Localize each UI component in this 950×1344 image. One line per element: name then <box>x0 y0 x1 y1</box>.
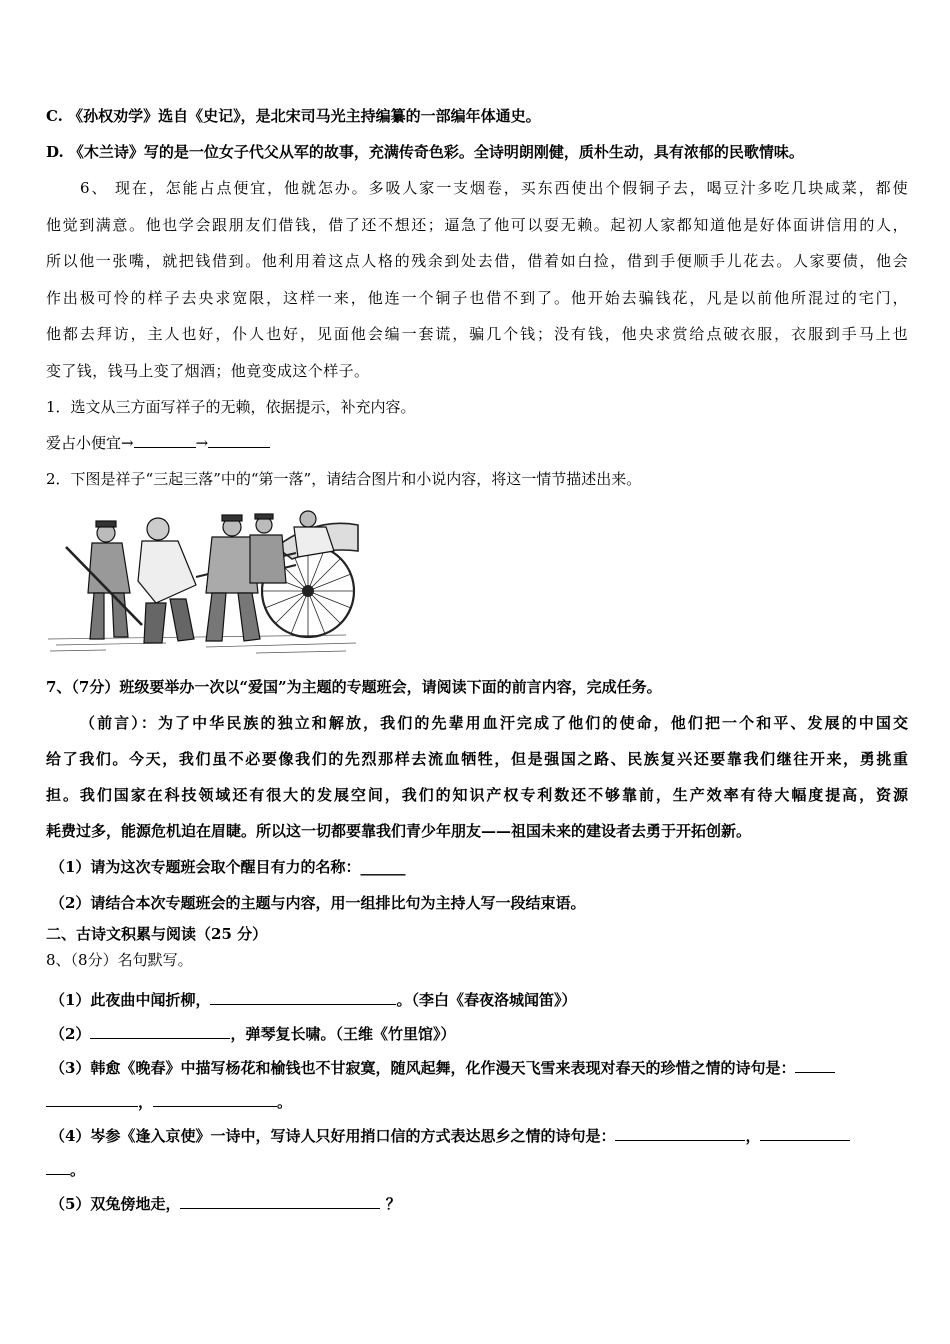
soldiers-rickshaw-image <box>46 507 362 655</box>
q6-passage-line: 作出极可怜的样子去央求宽限，这样一来，他连一个铜子也借不到了。他开始去骗钱花，凡是以前他所混过的宅门， <box>46 288 908 307</box>
q8-item-3-cont <box>46 1085 908 1119</box>
q6-sub2: 2．下图是祥子“三起三落”中的“第一落”，请结合图片和小说内容，将这一情节描述出来。 <box>46 470 642 488</box>
answer-blank[interactable] <box>615 1124 745 1141</box>
answer-blank[interactable] <box>90 1022 230 1039</box>
answer-blank[interactable] <box>153 1090 277 1107</box>
answer-blank[interactable] <box>46 1090 138 1107</box>
q8-item-3-text: （3）韩愈《晚春》中描写杨花和榆钱也不甘寂寞，随风起舞，化作漫天飞雪来表现对春天的珍惜之情的诗句是： <box>50 1059 796 1077</box>
q6-chain <box>46 425 908 461</box>
q7-task1-text: （1）请为这次专题班会取个醒目有力的名称： <box>50 858 361 876</box>
q8-item-5-text: （5）双兔傍地走， <box>50 1195 181 1213</box>
q8-item-4-cont <box>46 1153 908 1187</box>
q8-title: 8、（8分）名句默写。 <box>46 951 193 969</box>
q8-item-1 <box>46 983 908 1017</box>
q8-item-1-source: 。（李白《春夜洛城闻笛》） <box>396 991 577 1009</box>
rickshaw-illustration <box>46 507 362 655</box>
q8-item-4 <box>46 1119 908 1153</box>
q6-passage-line: 变了钱，钱马上变了烟酒；他竟变成这个样子。 <box>46 361 370 380</box>
preface-line: 耗费过多，能源危机迫在眉睫。所以这一切都要靠我们青少年朋友——祖国未来的建设者去勇于开拓创新。 <box>46 822 752 840</box>
q8-item-2-num: （2） <box>50 1025 91 1043</box>
section-2-title: 二、古诗文积累与阅读（25 分） <box>46 925 268 943</box>
comma: ， <box>745 1127 761 1145</box>
q6-passage-line: 他觉到满意。他也学会跟朋友们借钱，借了还不想还；逼急了他可以耍无赖。起初人家都知道他是好体面讲信用的人， <box>46 215 908 234</box>
q7-title-text: 7、（7分）班级要举办一次以“爱国”为主题的专题班会，请阅读下面的前言内容，完成任务。 <box>46 678 662 696</box>
period: 。 <box>277 1093 293 1111</box>
q6-passage-line: 6、 现在，怎能占点便宜，他就怎办。多吸人家一支烟卷，买东西使出个假铜子去，喝豆汁多吃几块咸菜，都使 <box>80 179 908 197</box>
comma: ， <box>138 1093 154 1111</box>
option-c: C. 《孙权劝学》选自《史记》，是北宋司马光主持编纂的一部编年体通史。 <box>46 107 541 125</box>
answer-blank[interactable] <box>180 1192 380 1209</box>
q8-item-5 <box>46 1187 908 1221</box>
q6-passage-line: 所以他一张嘴，就把钱借到。他利用着这点人格的残余到处去借，借着如白捡，借到手便顺手儿花去。人家要债，他会 <box>46 252 908 270</box>
q8-item-1-text: （1）此夜曲中闻折柳， <box>50 991 211 1009</box>
q7-title <box>46 669 908 705</box>
period: 。 <box>70 1161 86 1179</box>
question-mark: ？ <box>385 1195 401 1213</box>
q8-item-2 <box>46 1017 908 1051</box>
preface-line: 给了我们。今天，我们虽不必要像我们的先烈那样去流血牺牲，但是强国之路、民族复兴还要靠我们继往开来，勇挑重 <box>46 750 908 768</box>
preface-line: 担。我们国家在科技领域还有很大的发展空间，我们的知识产权专利数还不够靠前，生产效率有待大幅度提高，资源 <box>46 786 908 804</box>
question-6 <box>12 170 908 389</box>
answer-blank[interactable] <box>46 1158 70 1175</box>
q8-item-3 <box>46 1051 908 1085</box>
chain-arrow: → <box>195 434 209 452</box>
q8-item-4-text: （4）岑参《逢入京使》一诗中，写诗人只好用捎口信的方式表达思乡之情的诗句是： <box>50 1127 616 1145</box>
answer-blank[interactable] <box>208 431 270 448</box>
option-d: D. 《木兰诗》写的是一位女子代父从军的故事，充满传奇色彩。全诗明朗刚健，质朴生动，具有浓郁的民歌情味。 <box>46 143 804 161</box>
answer-blank[interactable] <box>795 1056 835 1073</box>
answer-blank[interactable] <box>760 1124 850 1141</box>
preface-line: （前言）：为了中华民族的独立和解放，我们的先辈用血汗完成了他们的使命，他们把一个和平、发展的中国交 <box>80 714 908 732</box>
q8-item-2-text: ，弹琴复长啸。（王维《竹里馆》） <box>230 1025 456 1043</box>
exam-page <box>46 98 908 1221</box>
chain-start: 爱占小便宜→ <box>46 434 134 452</box>
answer-blank[interactable]: ______ <box>360 858 406 876</box>
answer-blank[interactable] <box>134 431 196 448</box>
q7-preface <box>46 705 908 849</box>
q6-sub1: 1．选文从三方面写祥子的无赖，依据提示，补充内容。 <box>46 398 416 416</box>
answer-blank[interactable] <box>210 988 396 1005</box>
q7-task2: （2）请结合本次专题班会的主题与内容，用一组排比句为主持人写一段结束语。 <box>50 894 586 912</box>
q7-task1 <box>46 849 908 885</box>
q6-passage-line: 他都去拜访，主人也好，仆人也好，见面他会编一套谎，骗几个钱；没有钱，他央求赏给点破衣服，衣服到手马上也 <box>46 325 908 343</box>
